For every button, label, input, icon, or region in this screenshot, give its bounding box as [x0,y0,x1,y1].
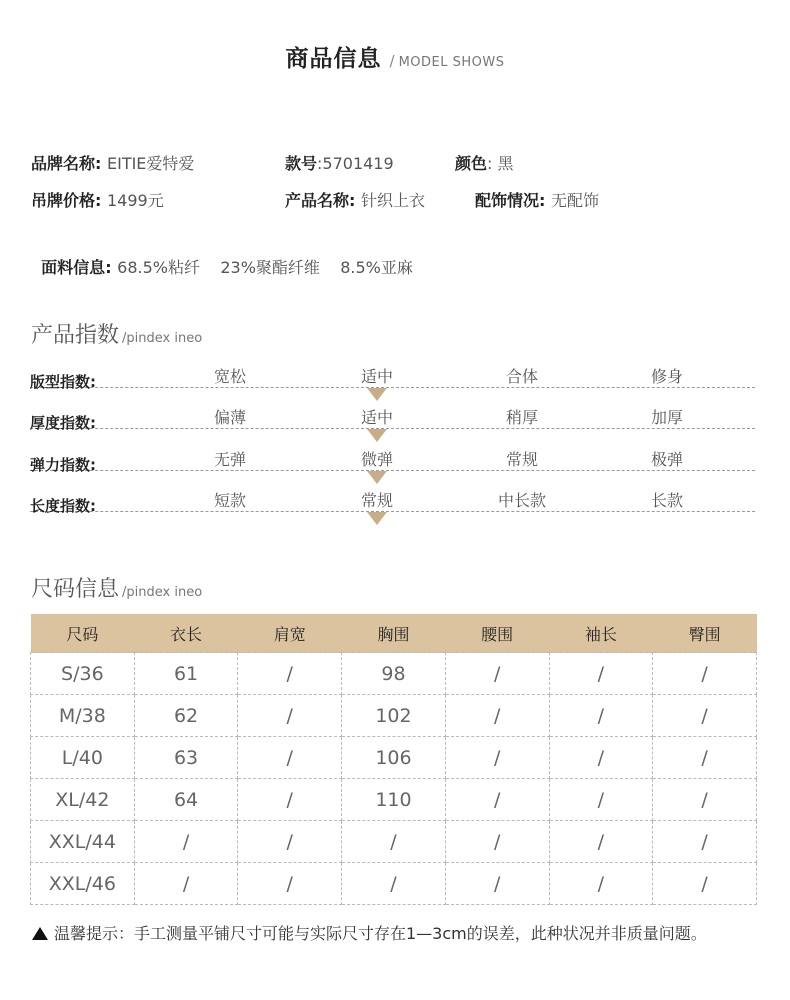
table-cell: L/40 [31,737,135,779]
table-cell: 61 [134,653,238,695]
index-row-label: 版型指数: [30,373,96,391]
size-table-header [31,614,757,653]
table-cell: / [342,863,446,905]
table-cell: / [653,863,757,905]
table-cell: / [238,821,342,863]
table-cell: / [549,779,653,821]
size-title: 尺码信息 [31,577,120,602]
table-cell: / [653,821,757,863]
header-separator: / [389,52,395,70]
table-cell: 64 [134,779,238,821]
size-subtitle: /pindex ineo [122,585,203,600]
table-cell: M/38 [31,695,135,737]
index-option: 常规 [360,491,393,510]
warning-icon [32,927,48,940]
table-cell: 110 [342,779,446,821]
index-row-label: 弹力指数: [30,456,96,474]
table-cell: 98 [342,653,446,695]
size-table-header-cell: 袖长 [549,614,653,653]
page-title: 商品信息 [285,46,382,72]
size-table [30,614,757,905]
index-option: 极弹 [650,450,683,469]
color-info: 颜色: 黑 [455,154,514,173]
size-table-header-cell: 臀围 [653,614,757,653]
table-cell: / [445,779,549,821]
table-cell: / [445,653,549,695]
table-cell: / [445,863,549,905]
index-option: 微弹 [360,450,393,469]
index-option: 宽松 [213,367,246,386]
index-row [30,388,755,432]
table-cell: / [653,779,757,821]
table-cell: 63 [134,737,238,779]
table-cell: / [549,821,653,863]
fabric-value: 68.5%粘纤 23%聚酯纤维 8.5%亚麻 [117,258,413,277]
table-cell: / [445,821,549,863]
size-table-header-cell: 胸围 [342,614,446,653]
index-option: 常规 [505,450,538,469]
table-cell: / [342,821,446,863]
table-cell: / [445,737,549,779]
index-subtitle: /pindex ineo [122,331,203,346]
index-row [30,347,755,391]
table-cell: / [549,863,653,905]
product-name-label: 产品名称 [285,191,350,210]
table-cell: / [549,653,653,695]
table-cell: 102 [342,695,446,737]
table-cell: / [549,695,653,737]
table-cell: / [134,821,238,863]
table-cell: XXL/46 [31,863,135,905]
index-option: 加厚 [650,408,683,427]
footer-note-text: 温馨提示：手工测量平铺尺寸可能与实际尺寸存在1—3cm的误差，此种状况并非质量问题。 [54,924,707,943]
index-section-title [31,318,202,349]
table-row [31,779,757,821]
index-option: 无弹 [213,450,246,469]
table-cell: / [238,863,342,905]
table-cell: XXL/44 [31,821,135,863]
brand-label: 品牌名称 [31,154,96,173]
table-cell: 62 [134,695,238,737]
accessory-label: 配饰情况 [475,191,540,210]
table-row [31,863,757,905]
table-row [31,821,757,863]
table-cell: / [653,695,757,737]
fabric-label: 面料信息 [41,258,106,277]
accessory-value: 无配饰 [550,191,599,210]
size-section-title [31,572,202,603]
index-row [30,471,755,515]
index-row [30,430,755,474]
table-cell: 106 [342,737,446,779]
table-row [31,653,757,695]
style-info: 款号:5701419 [285,154,394,173]
index-option: 修身 [650,367,683,386]
table-cell: / [653,653,757,695]
index-option: 中长款 [497,491,546,510]
table-cell: / [549,737,653,779]
index-marker-icon [367,512,387,525]
footer-note [32,921,707,944]
color-label: 颜色 [455,154,488,173]
page-subtitle: MODEL SHOWS [398,55,505,70]
accessory-info: 配饰情况: 无配饰 [475,191,599,210]
price-info: 吊牌价格: 1499元 [31,191,164,210]
table-cell: XL/42 [31,779,135,821]
table-cell: / [445,695,549,737]
table-row [31,737,757,779]
size-table-header-cell: 尺码 [31,614,135,653]
table-cell: / [653,737,757,779]
index-option: 适中 [360,367,393,386]
size-table-header-cell: 衣长 [134,614,238,653]
index-option: 偏薄 [213,408,246,427]
index-option: 适中 [360,408,393,427]
fabric-info: 面料信息: 68.5%粘纤 23%聚酯纤维 8.5%亚麻 [41,258,413,277]
table-cell: / [238,737,342,779]
price-label: 吊牌价格 [31,191,96,210]
page-header [0,40,790,73]
table-cell: / [238,653,342,695]
index-row-label: 长度指数: [30,497,96,515]
product-name-value: 针织上衣 [360,191,425,210]
table-cell: / [134,863,238,905]
color-value: 黑 [497,154,514,173]
brand-value: EITIE爱特爱 [106,154,195,173]
size-table-header-cell: 腰围 [445,614,549,653]
index-option: 稍厚 [505,408,538,427]
product-name-info: 产品名称: 针织上衣 [285,191,425,210]
table-cell: S/36 [31,653,135,695]
index-title: 产品指数 [31,323,120,348]
size-table-header-cell: 肩宽 [238,614,342,653]
index-row-label: 厚度指数: [30,414,96,432]
index-option: 短款 [213,491,246,510]
index-option: 长款 [650,491,683,510]
index-option: 合体 [505,367,538,386]
style-label: 款号 [285,154,318,173]
table-cell: / [238,695,342,737]
price-value: 1499元 [106,191,164,210]
table-cell: / [238,779,342,821]
brand-info: 品牌名称: EITIE爱特爱 [31,154,195,173]
table-row [31,695,757,737]
style-value: 5701419 [322,154,394,173]
